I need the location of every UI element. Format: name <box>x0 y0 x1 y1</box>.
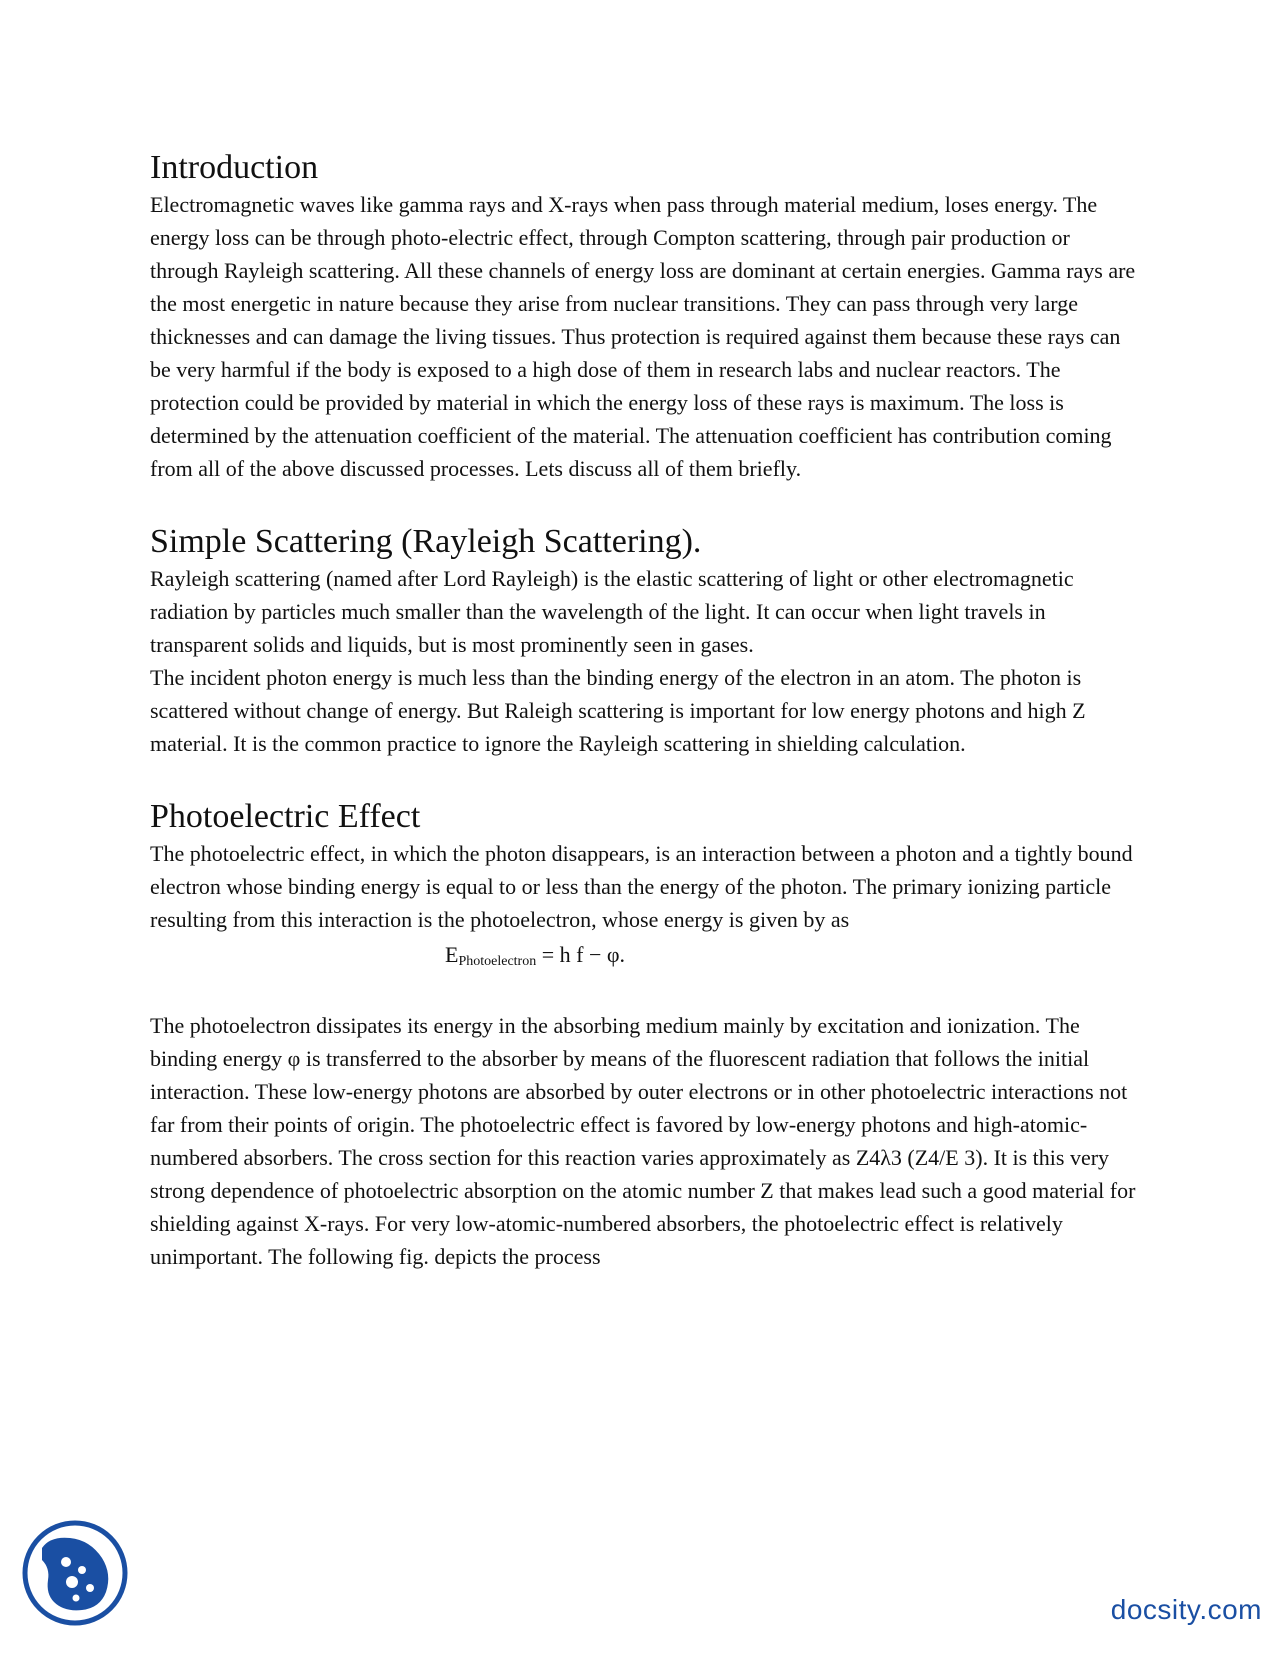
photoelectric-paragraph-2: The photoelectron dissipates its energy in the absorbing medium mainly by excitation and ionization. The binding energy φ is transferred to the absorber by means of the fluorescent radiation that follows the initial interaction. These low-energy photons are absorbed by outer electrons or in other photoelectric interactions not far from their points of origin. The photoelectric effect is favored by low-energy photons and high-atomic-numbered absorbers. The cross section for this reaction varies approximately as Z4λ3 (Z4/E 3). It is this very strong dependence of photoelectric absorption on the atomic number Z that makes lead such a good material for shielding against X-rays. For very low-atomic-numbered absorbers, the photoelectric effect is relatively unimportant. The following fig. depicts the process <box>150 1013 1136 1269</box>
docsity-logo-icon[interactable] <box>20 1518 130 1628</box>
equation-rhs: = h f − φ. <box>536 942 626 967</box>
introduction-heading: Introduction <box>150 149 319 186</box>
rayleigh-paragraph-2: The incident photon energy is much less than the binding energy of the electron in an atom. The photon is scattered without change of energy. But Raleigh scattering is important for low energy photons and high Z material. It is the common practice to ignore the Rayleigh scattering in shielding calculation. <box>150 665 1086 756</box>
introduction-paragraph: Electromagnetic waves like gamma rays and X-rays when pass through material medium, loses energy. The energy loss can be through photo-electric effect, through Compton scattering, through pair production or through Rayleigh scattering. All these channels of energy loss are dominant at certain energies. Gamma rays are the most energetic in nature because they arise from nuclear transitions. They can pass through very large thicknesses and can damage the living tissues. Thus protection is required against them because these rays can be very harmful if the body is exposed to a high dose of them in research labs and nuclear reactors. The protection could be provided by material in which the energy loss of these rays is maximum. The loss is determined by the attenuation coefficient of the material. The attenuation coefficient has contribution coming from all of the above discussed processes. Lets discuss all of them briefly. <box>150 192 1136 481</box>
equation-lhs: E <box>445 942 459 967</box>
docsity-logo-svg <box>20 1518 130 1628</box>
rayleigh-body <box>150 562 1140 760</box>
rayleigh-heading: Simple Scattering (Rayleigh Scattering). <box>150 523 702 560</box>
photoelectron-equation <box>150 938 1140 978</box>
photoelectric-heading: Photoelectric Effect <box>150 798 421 835</box>
docsity-brand-link[interactable]: docsity.com <box>1110 1594 1262 1625</box>
photoelectric-paragraph-1: The photoelectric effect, in which the photon disappears, is an interaction between a photon and a tightly bound electron whose binding energy is equal to or less than the energy of the photon. The primary ionizing particle resulting from this interaction is the photoelectron, whose energy is given by as <box>150 841 1133 932</box>
rayleigh-paragraph-1: Rayleigh scattering (named after Lord Rayleigh) is the elastic scattering of light or other electromagnetic radiation by particles much smaller than the wavelength of the light. It can occur when light travels in transparent solids and liquids, but is most prominently seen in gases. <box>150 566 1074 657</box>
document-page <box>150 148 1140 1273</box>
equation-subscript: Photoelectron <box>458 954 537 969</box>
